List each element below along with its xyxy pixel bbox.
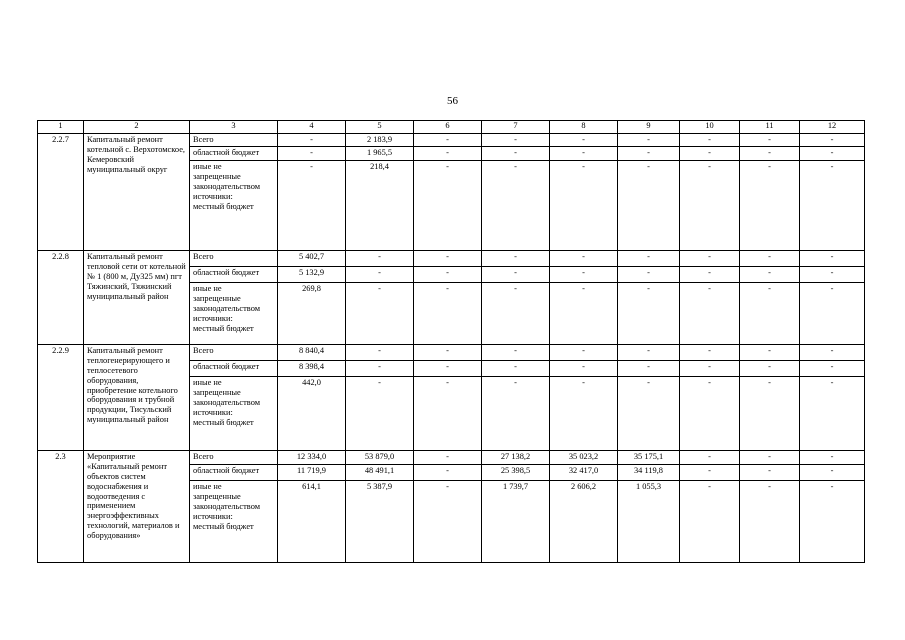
value-cell: - <box>414 282 482 344</box>
column-header: 7 <box>482 121 550 134</box>
value-cell: - <box>482 250 550 266</box>
value-cell: 25 398,5 <box>482 464 550 480</box>
value-cell: - <box>550 134 618 147</box>
value-cell: 8 398,4 <box>278 360 346 376</box>
value-cell: 34 119,8 <box>618 464 680 480</box>
value-cell: - <box>414 360 482 376</box>
value-cell: - <box>618 146 680 160</box>
value-cell: - <box>800 360 865 376</box>
value-cell: - <box>414 450 482 464</box>
source-label-local: местный бюджет <box>193 417 254 427</box>
value-cell: - <box>414 250 482 266</box>
value-cell: - <box>414 146 482 160</box>
value-cell: - <box>414 480 482 562</box>
value-cell: - <box>740 450 800 464</box>
value-cell: - <box>550 376 618 450</box>
value-cell: 269,8 <box>278 282 346 344</box>
value-cell: - <box>740 160 800 250</box>
column-header: 5 <box>346 121 414 134</box>
source-label-total: Всего <box>190 450 278 464</box>
source-label-other <box>190 160 278 250</box>
value-cell: - <box>414 134 482 147</box>
source-label-other-line: источники: <box>193 511 233 521</box>
source-label-local: местный бюджет <box>193 323 254 333</box>
value-cell: 614,1 <box>278 480 346 562</box>
measure-code: 2.2.7 <box>38 134 84 251</box>
value-cell: - <box>800 464 865 480</box>
value-cell: 27 138,2 <box>482 450 550 464</box>
value-cell: - <box>800 282 865 344</box>
column-header: 8 <box>550 121 618 134</box>
value-cell: - <box>740 480 800 562</box>
source-label-other-line: законодательством <box>193 181 261 191</box>
measure-code: 2.2.9 <box>38 344 84 450</box>
value-cell: - <box>800 450 865 464</box>
value-cell: - <box>680 160 740 250</box>
value-cell: - <box>618 250 680 266</box>
value-cell: - <box>680 266 740 282</box>
value-cell: - <box>618 376 680 450</box>
value-cell: - <box>740 134 800 147</box>
source-label-total: Всего <box>190 134 278 147</box>
value-cell: - <box>346 360 414 376</box>
value-cell: - <box>618 160 680 250</box>
value-cell: - <box>618 282 680 344</box>
value-cell: - <box>680 282 740 344</box>
value-cell: - <box>414 266 482 282</box>
value-cell: - <box>740 344 800 360</box>
value-cell: - <box>346 376 414 450</box>
value-cell: - <box>482 376 550 450</box>
column-header: 4 <box>278 121 346 134</box>
value-cell: - <box>800 344 865 360</box>
measure-name: Капитальный ремонт тепловой сети от котельной № 1 (800 м, Ду325 мм) пгт Тяжинский, Тяжинский муниципальный район <box>84 250 190 344</box>
measure-code: 2.2.8 <box>38 250 84 344</box>
column-header: 11 <box>740 121 800 134</box>
source-label-regional: областной бюджет <box>190 464 278 480</box>
value-cell: - <box>482 146 550 160</box>
table-row <box>38 450 865 464</box>
source-label-other-line: иные не <box>193 377 222 387</box>
budget-table <box>37 120 865 563</box>
measure-name: Капитальный ремонт котельной с. Верхотомское, Кемеровский муниципальный округ <box>84 134 190 251</box>
source-label-other-line: запрещенные <box>193 491 241 501</box>
value-cell: - <box>800 376 865 450</box>
column-number-row <box>38 121 865 134</box>
value-cell: - <box>278 146 346 160</box>
value-cell: 8 840,4 <box>278 344 346 360</box>
value-cell: - <box>346 250 414 266</box>
source-label-total: Всего <box>190 250 278 266</box>
source-label-other <box>190 480 278 562</box>
value-cell: 5 132,9 <box>278 266 346 282</box>
value-cell: - <box>800 146 865 160</box>
value-cell: 11 719,9 <box>278 464 346 480</box>
value-cell: - <box>550 282 618 344</box>
value-cell: 218,4 <box>346 160 414 250</box>
value-cell: - <box>740 464 800 480</box>
value-cell: - <box>800 134 865 147</box>
value-cell: 1 055,3 <box>618 480 680 562</box>
value-cell: - <box>680 360 740 376</box>
value-cell: - <box>550 360 618 376</box>
column-header: 9 <box>618 121 680 134</box>
value-cell: 2 183,9 <box>346 134 414 147</box>
value-cell: 5 387,9 <box>346 480 414 562</box>
column-header: 3 <box>190 121 278 134</box>
measure-name: Мероприятие «Капитальный ремонт объектов систем водоснабжения и водоотведения с применением энергоэффективных технологий, материалов и оборудования» <box>84 450 190 562</box>
value-cell: 35 023,2 <box>550 450 618 464</box>
value-cell: - <box>740 282 800 344</box>
table-row <box>38 250 865 266</box>
value-cell: 5 402,7 <box>278 250 346 266</box>
measure-code: 2.3 <box>38 450 84 562</box>
value-cell: - <box>278 160 346 250</box>
value-cell: - <box>550 250 618 266</box>
source-label-other-line: запрещенные <box>193 293 241 303</box>
value-cell: - <box>740 146 800 160</box>
value-cell: - <box>414 376 482 450</box>
value-cell: - <box>550 344 618 360</box>
source-label-other <box>190 376 278 450</box>
value-cell: - <box>740 266 800 282</box>
value-cell: - <box>278 134 346 147</box>
source-label-total: Всего <box>190 344 278 360</box>
value-cell: 35 175,1 <box>618 450 680 464</box>
value-cell: - <box>482 282 550 344</box>
value-cell: 48 491,1 <box>346 464 414 480</box>
value-cell: - <box>414 464 482 480</box>
value-cell: - <box>618 360 680 376</box>
value-cell: - <box>800 250 865 266</box>
value-cell: - <box>680 376 740 450</box>
value-cell: - <box>482 134 550 147</box>
source-label-other-line: запрещенные <box>193 171 241 181</box>
value-cell: - <box>740 360 800 376</box>
value-cell: - <box>482 266 550 282</box>
value-cell: - <box>680 480 740 562</box>
source-label-other-line: иные не <box>193 161 222 171</box>
value-cell: - <box>800 266 865 282</box>
source-label-other-line: законодательством <box>193 501 261 511</box>
source-label-other-line: иные не <box>193 481 222 491</box>
source-label-other-line: законодательством <box>193 303 261 313</box>
value-cell: 442,0 <box>278 376 346 450</box>
source-label-local: местный бюджет <box>193 521 254 531</box>
value-cell: - <box>482 160 550 250</box>
column-header: 6 <box>414 121 482 134</box>
source-label-other-line: источники: <box>193 191 233 201</box>
value-cell: - <box>550 146 618 160</box>
value-cell: - <box>482 344 550 360</box>
value-cell: 12 334,0 <box>278 450 346 464</box>
value-cell: 1 965,5 <box>346 146 414 160</box>
source-label-regional: областной бюджет <box>190 146 278 160</box>
value-cell: - <box>680 134 740 147</box>
value-cell: - <box>550 160 618 250</box>
source-label-other-line: источники: <box>193 313 233 323</box>
value-cell: - <box>550 266 618 282</box>
value-cell: - <box>414 160 482 250</box>
value-cell: - <box>740 376 800 450</box>
measure-name: Капитальный ремонт теплогенерирующего и теплосетевого оборудования, приобретение котельного оборудования и трубной продукции, Тисульский муниципальный район <box>84 344 190 450</box>
source-label-other-line: запрещенные <box>193 387 241 397</box>
table-row <box>38 344 865 360</box>
value-cell: 1 739,7 <box>482 480 550 562</box>
source-label-other-line: иные не <box>193 283 222 293</box>
column-header: 2 <box>84 121 190 134</box>
source-label-local: местный бюджет <box>193 201 254 211</box>
value-cell: - <box>680 464 740 480</box>
value-cell: - <box>414 344 482 360</box>
source-label-regional: областной бюджет <box>190 266 278 282</box>
value-cell: - <box>346 344 414 360</box>
value-cell: - <box>680 250 740 266</box>
value-cell: - <box>740 250 800 266</box>
value-cell: - <box>618 266 680 282</box>
value-cell: - <box>482 360 550 376</box>
table-row <box>38 134 865 147</box>
value-cell: 2 606,2 <box>550 480 618 562</box>
value-cell: - <box>346 282 414 344</box>
value-cell: - <box>618 134 680 147</box>
source-label-other-line: источники: <box>193 407 233 417</box>
value-cell: - <box>800 480 865 562</box>
value-cell: - <box>618 344 680 360</box>
page-number: 56 <box>447 95 458 107</box>
source-label-regional: областной бюджет <box>190 360 278 376</box>
column-header: 12 <box>800 121 865 134</box>
value-cell: 53 879,0 <box>346 450 414 464</box>
value-cell: - <box>680 344 740 360</box>
column-header: 10 <box>680 121 740 134</box>
value-cell: - <box>800 160 865 250</box>
value-cell: 32 417,0 <box>550 464 618 480</box>
value-cell: - <box>680 146 740 160</box>
source-label-other <box>190 282 278 344</box>
value-cell: - <box>346 266 414 282</box>
value-cell: - <box>680 450 740 464</box>
source-label-other-line: законодательством <box>193 397 261 407</box>
column-header: 1 <box>38 121 84 134</box>
